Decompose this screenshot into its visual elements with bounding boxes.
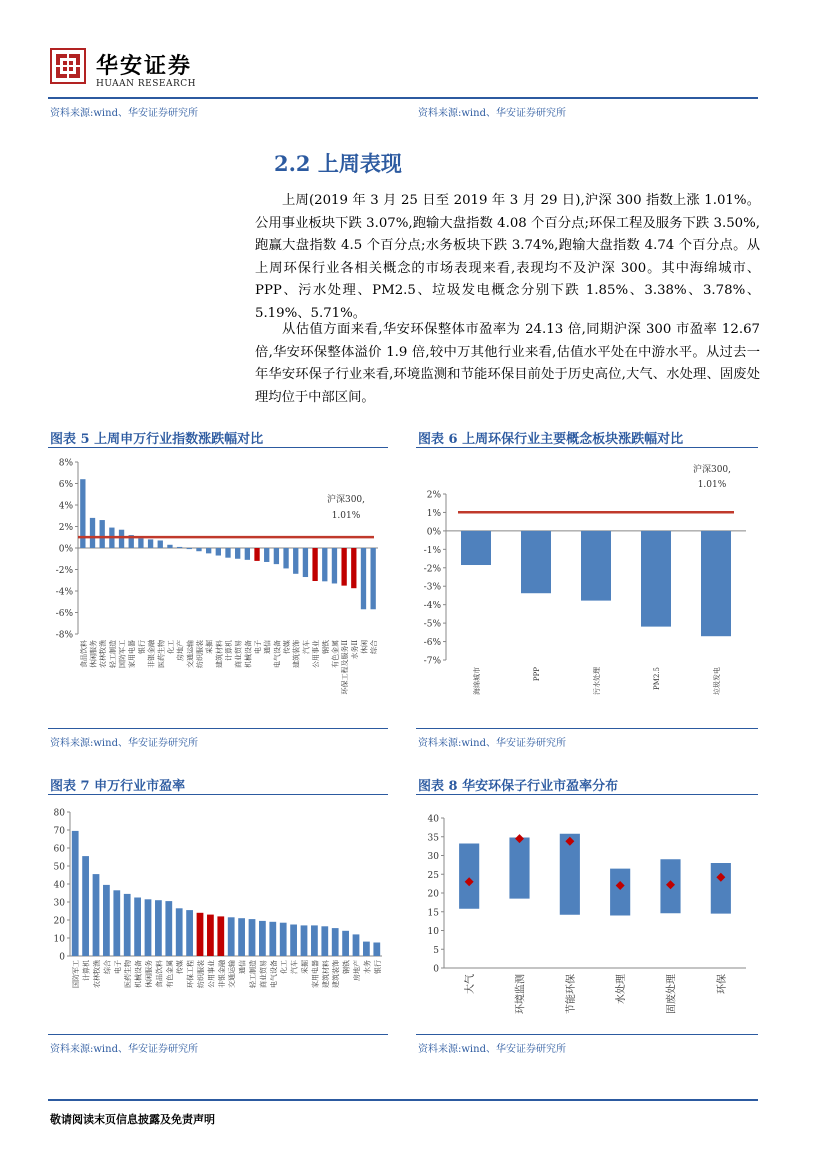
fig6-ytick-label: -2%	[423, 564, 441, 575]
fig7-x-label: 水务	[363, 960, 372, 974]
fig6-ytick-label: -5%	[423, 619, 441, 630]
fig5-bar	[303, 548, 308, 577]
fig5-bar	[341, 548, 346, 586]
fig7-x-label: 房地产	[353, 960, 361, 981]
fig5-x-label: 有色金属	[331, 640, 340, 668]
fig5-ytick-label: 2%	[58, 523, 73, 533]
fig7-x-label: 建筑装饰	[332, 960, 341, 988]
fig8-chart	[416, 800, 758, 1028]
fig5-x-label: 环保工程及服务II	[341, 640, 350, 695]
fig5-bar	[283, 548, 288, 568]
fig5-bar	[245, 548, 250, 560]
fig7-ytick-label: 50	[53, 862, 65, 873]
source-note-top-left: 资料来源:wind、华安证券研究所	[50, 108, 198, 119]
fig5-bar	[148, 539, 153, 548]
fig5-title-rule	[48, 447, 388, 448]
fig7-bottom-rule	[48, 1034, 388, 1035]
fig8-range-bar	[610, 869, 630, 916]
fig7-x-label: 机械设备	[134, 960, 143, 988]
fig8-bottom-rule	[416, 1034, 758, 1035]
fig5-x-label: 银行	[137, 640, 146, 654]
fig7-title: 图表 7 申万行业市盈率	[50, 779, 186, 794]
fig5-x-label: 休闲	[360, 640, 369, 654]
fig7-x-label: 电子	[113, 960, 122, 974]
brand-subtitle: HUAAN RESEARCH	[96, 79, 196, 89]
fig7-bar	[311, 925, 318, 956]
fig5-bar	[332, 548, 337, 583]
fig7-x-label: 商业贸易	[259, 960, 268, 988]
fig5-bar	[351, 548, 356, 588]
fig5-x-label: 非银金融	[147, 640, 156, 668]
footer-rule	[48, 1099, 758, 1101]
fig8-range-bar	[509, 838, 529, 899]
fig7-x-label: 食品饮料	[155, 960, 164, 988]
fig8-title-rule	[416, 794, 758, 795]
fig7-x-label: 采掘	[301, 960, 309, 974]
fig7-x-label: 传媒	[176, 960, 185, 974]
fig7-bar	[207, 915, 214, 956]
fig7-bar	[332, 928, 339, 956]
fig7-bar	[197, 913, 204, 956]
fig6-ytick-label: -1%	[423, 545, 441, 556]
fig6-x-label: 污水处理	[593, 667, 601, 695]
fig6-annotation-value: 1.01%	[697, 480, 727, 490]
fig8-range-bar	[459, 844, 479, 909]
fig7-bar	[269, 922, 276, 956]
fig5-bar	[187, 548, 192, 549]
fig7-bar	[290, 925, 297, 957]
fig7-ytick-label: 80	[53, 808, 65, 819]
fig7-x-label: 纺织服装	[197, 960, 205, 988]
fig5-x-label: 公用事业	[312, 640, 321, 668]
fig5-x-label: 房地产	[176, 640, 185, 661]
fig5-ytick-label: -2%	[55, 566, 73, 576]
fig5-bar	[90, 518, 95, 548]
fig5-x-label: 传媒	[283, 640, 292, 654]
fig8-ytick-label: 40	[427, 814, 439, 825]
fig6-x-label: 海绵城市	[473, 667, 481, 695]
fig8-ytick-label: 5	[433, 945, 439, 956]
fig5-bottom-rule	[48, 728, 388, 729]
section-title: 2.2 上周表现	[274, 151, 402, 176]
fig5-bar	[196, 548, 201, 551]
fig5-ytick-label: 4%	[58, 501, 73, 512]
fig7-bar	[113, 890, 120, 956]
fig7-x-label: 汽车	[290, 960, 299, 974]
paragraph-1: 上周(2019 年 3 月 25 日至 2019 年 3 月 29 日),沪深 300 指数上涨 1.01%。公用事业板块下跌 3.07%,跑输大盘指数 4.08 个百分点;环保工程及服务下跌 3.50%,跑赢大盘指数 4.5 个百分点;水务板块下跌 3.74%,跑输大盘指数 4.74 个百分点。从上周环保行业各相关概念的市场表现来看,表现均不及沪深 300。其中海绵城市、PPP、污水处理、PM2.5、垃圾发电概念分别下跌 1.85%、3.38%、3.78%、5.19%、5.71%。	[255, 193, 760, 321]
fig5-x-label: 医药生物	[157, 640, 166, 668]
fig7-bar	[249, 919, 256, 956]
fig5-x-label: 农林牧渔	[99, 640, 108, 668]
fig8-ytick-label: 0	[433, 964, 439, 975]
fig7-x-label: 建筑材料	[321, 960, 330, 988]
fig7-ytick-label: 0	[59, 952, 65, 963]
fig7-bar	[134, 898, 141, 957]
fig6-ytick-label: -4%	[423, 601, 441, 612]
fig7-x-label: 轻工制造	[249, 960, 257, 988]
fig5-x-label: 水务II	[350, 640, 359, 660]
fig5-x-label: 商业贸易	[234, 640, 243, 668]
fig5-ytick-label: 8%	[58, 458, 73, 469]
fig7-bar	[124, 894, 131, 956]
fig5-x-label: 采掘	[205, 640, 214, 654]
fig7-ytick-label: 10	[53, 934, 65, 945]
fig7-ytick-label: 20	[53, 916, 65, 927]
fig5-x-label: 交通运输	[186, 640, 195, 668]
fig7-bar	[342, 931, 349, 956]
source-note-top-right: 资料来源:wind、华安证券研究所	[418, 108, 566, 119]
fig5-x-label: 纺织服装	[195, 640, 204, 668]
fig5-x-label: 汽车	[302, 640, 311, 654]
fig8-x-label: 水处理	[616, 974, 628, 1004]
fig7-x-label: 钢铁	[342, 960, 351, 974]
fig7-bar	[93, 874, 100, 956]
fig5-ytick-label: -4%	[55, 587, 73, 598]
fig7-ytick-label: 60	[53, 844, 65, 855]
fig6-title: 图表 6 上周环保行业主要概念板块涨跌幅对比	[418, 432, 684, 447]
fig6-source: 资料来源:wind、华安证券研究所	[418, 738, 566, 749]
fig7-bar	[228, 917, 235, 956]
fig5-x-label: 国防军工	[118, 640, 127, 668]
fig7-x-label: 家用电器	[311, 960, 320, 988]
fig5-title: 图表 5 上周申万行业指数涨跌幅对比	[50, 432, 264, 447]
fig5-x-label: 机械设备	[244, 640, 253, 668]
fig5-ytick-label: -6%	[55, 609, 73, 619]
fig7-x-label: 非银金融	[217, 960, 226, 988]
fig6-title-rule	[416, 447, 758, 448]
fig5-bar	[371, 548, 376, 609]
fig5-ytick-label: 6%	[58, 480, 73, 490]
paragraph-2: 从估值方面来看,华安环保整体市盈率为 24.13 倍,同期沪深 300 市盈率 12.67 倍,华安环保整体溢价 1.9 倍,较中万其他行业来看,估值水平处在中游水平。从过去一年华安环保子行业来看,环境监测和节能环保目前处于历史高位,大气、水处理、固废处理均位于中部区间。	[255, 322, 760, 405]
huaan-logo-icon	[50, 48, 86, 84]
fig7-bar	[72, 831, 79, 956]
fig5-x-label: 建筑装饰	[292, 640, 301, 668]
fig5-x-label: 计算机	[225, 640, 233, 661]
fig5-ytick-label: 0%	[58, 544, 73, 555]
fig6-bar	[641, 531, 671, 627]
fig5-x-label: 综合	[370, 640, 379, 654]
fig7-bar	[82, 856, 89, 956]
fig5-bar	[167, 545, 172, 548]
fig6-x-label: PPP	[533, 667, 541, 682]
fig5-x-label: 化工	[166, 640, 175, 654]
fig8-title: 图表 8 华安环保子行业市盈率分布	[418, 779, 619, 794]
fig5-bar	[158, 540, 163, 548]
fig7-bar	[165, 901, 172, 956]
fig5-bar	[138, 538, 143, 548]
fig7-bar	[217, 916, 224, 956]
fig5-bar	[119, 530, 124, 548]
fig7-bar	[176, 908, 183, 956]
fig7-bar	[103, 885, 110, 956]
fig5-x-label: 轻工制造	[108, 640, 117, 668]
fig5-bar	[312, 548, 317, 581]
fig7-x-label: 综合	[103, 960, 112, 974]
fig5-x-label: 食品饮料	[79, 640, 88, 668]
fig7-ytick-label: 70	[53, 826, 65, 837]
fig7-bar	[259, 921, 266, 956]
fig5-bar	[293, 548, 298, 574]
fig5-bar	[225, 548, 230, 558]
fig8-ytick-label: 20	[427, 889, 439, 900]
fig5-bar	[322, 548, 327, 581]
fig8-ytick-label: 10	[427, 927, 439, 937]
fig7-bar	[186, 910, 193, 956]
fig6-ytick-label: -3%	[423, 582, 441, 593]
fig7-bar	[321, 926, 328, 956]
fig7-bar	[155, 900, 162, 956]
fig5-bar	[100, 520, 105, 548]
fig7-x-label: 电气设备	[269, 960, 278, 988]
fig8-x-label: 固废处理	[666, 974, 678, 1014]
fig8-range-bar	[560, 834, 580, 915]
fig8-x-label: 环境监测	[515, 974, 527, 1014]
fig7-bar	[145, 899, 152, 956]
fig7-x-label: 银行	[373, 960, 382, 974]
fig7-x-label: 化工	[280, 960, 289, 974]
fig6-annotation: 沪深300,	[692, 465, 732, 475]
fig8-ytick-label: 35	[427, 833, 439, 844]
fig7-x-label: 休闲服务	[145, 960, 153, 988]
fig6-x-label: PM2.5	[653, 667, 661, 691]
footer-disclaimer: 敬请阅读末页信息披露及免责声明	[50, 1113, 215, 1126]
fig5-bar	[361, 548, 366, 609]
fig8-x-label: 大气	[465, 974, 477, 994]
fig5-x-label: 休闲服务	[89, 640, 98, 668]
fig6-ytick-label: 1%	[426, 508, 441, 519]
fig6-ytick-label: -6%	[423, 638, 441, 649]
fig7-x-label: 交通运输	[228, 960, 237, 988]
fig5-annotation-value: 1.01%	[331, 511, 361, 521]
fig7-source: 资料来源:wind、华安证券研究所	[50, 1044, 198, 1055]
fig7-x-label: 通信	[238, 960, 247, 974]
fig7-bar	[238, 918, 245, 956]
fig8-x-label: 环保	[716, 974, 728, 994]
fig6-ytick-label: 0%	[426, 527, 441, 538]
fig7-bar	[363, 942, 370, 956]
fig8-range-bar	[711, 863, 731, 914]
fig5-bar	[235, 548, 240, 559]
fig8-source: 资料来源:wind、华安证券研究所	[418, 1044, 566, 1055]
fig7-chart	[48, 800, 388, 1028]
fig8-ytick-label: 25	[427, 870, 439, 881]
fig5-bar	[264, 548, 269, 562]
fig5-source: 资料来源:wind、华安证券研究所	[50, 738, 198, 749]
fig5-chart	[48, 452, 388, 720]
header-rule	[48, 97, 758, 99]
fig5-bar	[254, 548, 259, 561]
fig7-x-label: 计算机	[82, 960, 91, 981]
fig5-x-label: 钢铁	[321, 640, 330, 654]
fig5-bar	[206, 548, 211, 553]
fig7-title-rule	[48, 794, 388, 795]
fig7-bar	[373, 943, 380, 957]
fig6-bar	[701, 531, 731, 636]
fig5-x-label: 家用电器	[128, 640, 137, 668]
fig5-bar	[274, 548, 279, 564]
fig5-ytick-label: -8%	[55, 630, 73, 641]
fig6-x-label: 垃圾发电	[713, 667, 721, 695]
fig8-x-label: 节能环保	[565, 974, 577, 1014]
fig5-x-label: 电子	[254, 640, 263, 654]
fig7-x-label: 公用事业	[207, 960, 216, 988]
fig8-ytick-label: 15	[427, 908, 439, 919]
fig5-x-label: 电气设备	[273, 640, 282, 668]
fig5-bar	[216, 548, 221, 556]
fig6-ytick-label: -7%	[423, 656, 441, 667]
fig7-x-label: 农林牧渔	[93, 960, 101, 988]
fig5-annotation: 沪深300,	[326, 495, 366, 505]
fig5-bar	[177, 547, 182, 548]
fig6-bottom-rule	[416, 728, 758, 729]
fig7-x-label: 环保工程	[186, 960, 195, 988]
fig6-bar	[581, 531, 611, 601]
fig5-x-label: 建筑材料	[215, 640, 224, 668]
fig7-x-label: 有色金属	[165, 960, 174, 988]
fig5-x-label: 通信	[263, 640, 272, 654]
fig7-ytick-label: 30	[53, 898, 65, 909]
brand-name: 华安证券	[96, 53, 193, 79]
fig7-bar	[301, 925, 308, 956]
fig7-bar	[353, 934, 360, 956]
fig7-x-label: 医药生物	[124, 960, 133, 988]
fig7-ytick-label: 40	[53, 880, 65, 891]
fig7-x-label: 国防军工	[72, 960, 81, 988]
fig6-ytick-label: 2%	[426, 490, 441, 501]
fig6-bar	[521, 531, 551, 593]
fig8-ytick-label: 30	[427, 852, 439, 862]
fig7-bar	[280, 923, 287, 956]
fig6-chart	[416, 452, 758, 720]
fig6-bar	[461, 531, 491, 565]
